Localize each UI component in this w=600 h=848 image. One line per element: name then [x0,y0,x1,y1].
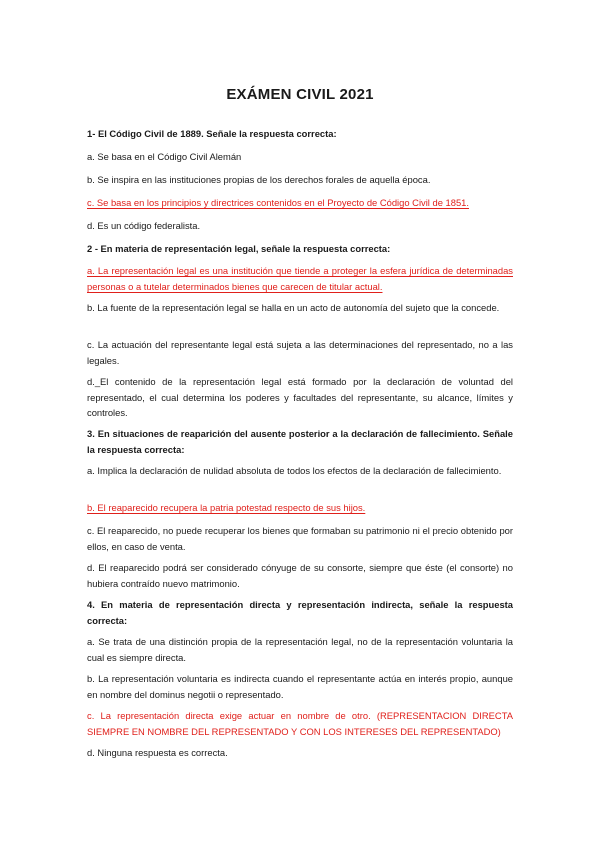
q3-option-d: d. El reaparecido podrá ser considerado cónyuge de su consorte, siempre que éste (el consorte) no hubiera contraído nuevo matrimonio. [87,562,513,589]
q4-option-a: a. Se trata de una distinción propia de la representación legal, no de la representación voluntaria la cual es siempre directa. [87,636,513,663]
q3-option-c: c. El reaparecido, no puede recuperar los bienes que formaban su patrimonio ni el precio obtenido por ellos, en caso de venta. [87,525,513,552]
q2-option-d: d._El contenido de la representación legal está formado por la declaración de voluntad del representado, el cual determina los poderes y facultades del representante, su alcance, límites y controles. [87,376,513,419]
question-4: 4. En materia de representación directa y representación indirecta, señale la respuesta correcta: [87,599,513,626]
q1-option-b: b. Se inspira en las instituciones propias de los derechos forales de aquella época. [87,174,431,185]
page-title: EXÁMEN CIVIL 2021 [226,86,374,103]
q2-option-a-correct: a. La representación legal es una institución que tiende a proteger la esfera jurídica de determinadas personas o a tutelar determinados bienes que carecen de titular actual. [87,265,513,292]
question-3: 3. En situaciones de reaparición del ausente posterior a la declaración de fallecimiento. Señale la respuesta correcta: [87,428,513,455]
q2-option-b: b. La fuente de la representación legal se halla en un acto de autonomía del sujeto que la concede. [87,302,500,313]
question-2: 2 - En materia de representación legal, señale la respuesta correcta: [87,243,391,254]
q3-option-a: a. Implica la declaración de nulidad absoluta de todos los efectos de la declaración de fallecimiento. [87,465,502,476]
q1-option-d: d. Es un código federalista. [87,220,201,231]
q4-option-d: d. Ninguna respuesta es correcta. [87,747,228,758]
q2-option-c: c. La actuación del representante legal está sujeta a las determinaciones del representado, no a las legales. [87,339,513,366]
q3-option-b-correct: b. El reaparecido recupera la patria potestad respecto de sus hijos. [87,502,366,513]
q1-option-a: a. Se basa en el Código Civil Alemán [87,151,242,162]
q1-option-c-correct: c. Se basa en los principios y directrices contenidos en el Proyecto de Código Civil de 1851. [87,197,469,208]
question-1: 1- El Código Civil de 1889. Señale la respuesta correcta: [87,128,337,139]
q4-option-c-correct: c. La representación directa exige actuar en nombre de otro. (REPRESENTACION DIRECTA SIEMPRE EN NOMBRE DEL REPRESENTADO Y CON LOS INTERESES DEL REPRESENTADO) [87,710,513,737]
q4-option-b: b. La representación voluntaria es indirecta cuando el representante actúa en interés propio, aunque en nombre del dominus negotii o representado. [87,673,513,700]
